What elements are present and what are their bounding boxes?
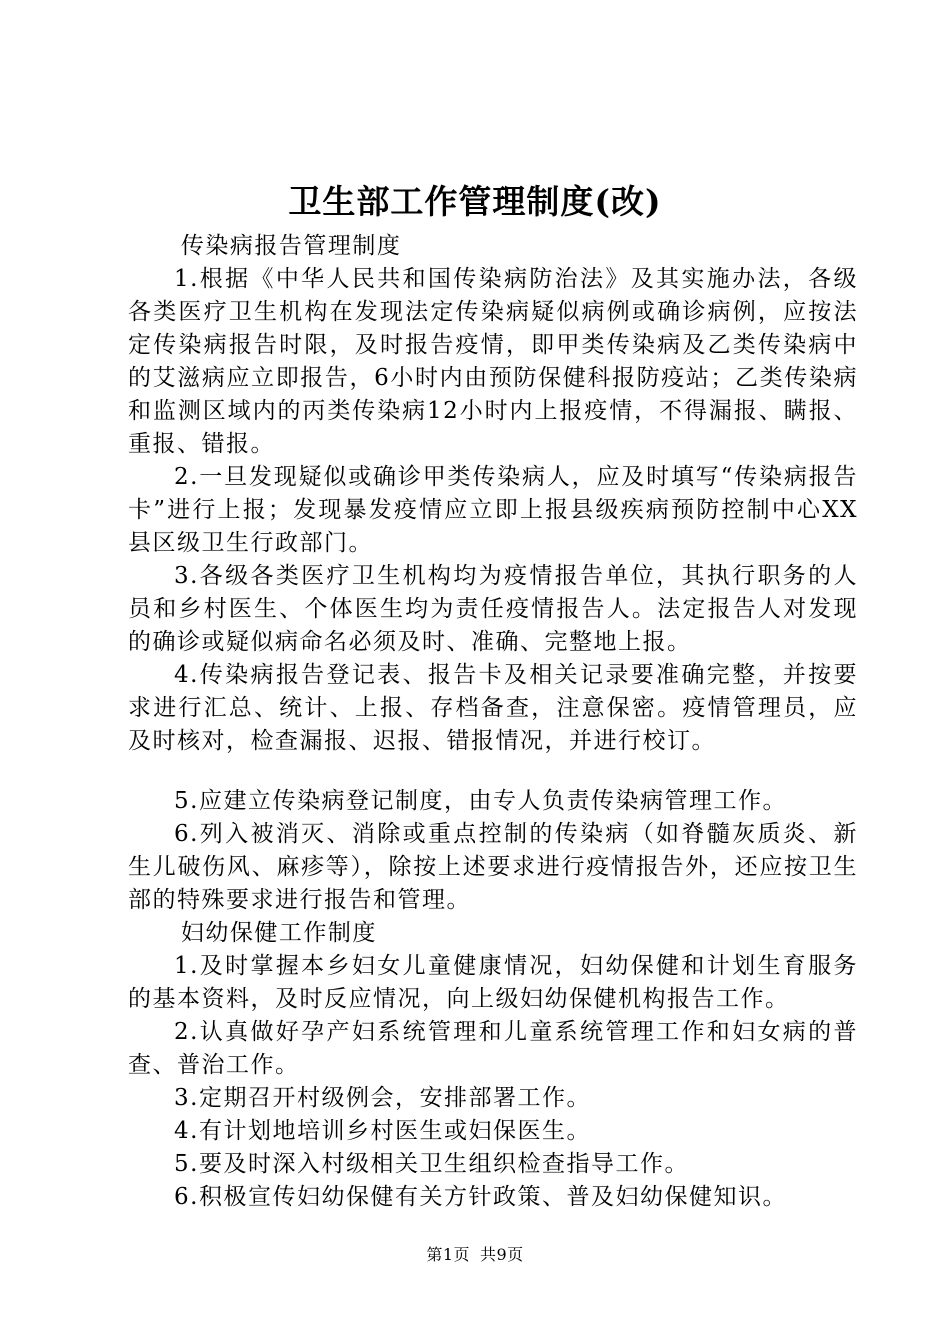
page-number: 第1页	[426, 1245, 470, 1264]
paragraph-item-2: 2.认真做好孕产妇系统管理和儿童系统管理工作和妇女病的普查、普治工作。	[128, 1019, 858, 1078]
paragraph-item-1: 1.及时掌握本乡妇女儿童健康情况，妇幼保健和计划生育服务的基本资料，及时反应情况，向上级妇幼保健机构报告工作。	[128, 953, 858, 1012]
paragraph-item-5: 5.要及时深入村级相关卫生组织检查指导工作。	[174, 1151, 689, 1177]
document-title: 卫生部工作管理制度(改)	[288, 182, 662, 221]
paragraph-item-3: 3.各级各类医疗卫生机构均为疫情报告单位，其执行职务的人员和乡村医生、个体医生均为责任疫情报告人。法定报告人对发现的确诊或疑似病命名必须及时、准确、完整地上报。	[128, 563, 858, 655]
paragraph-item-5: 5.应建立传染病登记制度，由专人负责传染病管理工作。	[174, 788, 787, 814]
page-total: 共9页	[480, 1245, 524, 1264]
paragraph-item-1: 1.根据《中华人民共和国传染病防治法》及其实施办法，各级各类医疗卫生机构在发现法定传染病疑似病例或确诊病例，应按法定传染病报告时限，及时报告疫情，即甲类传染病及乙类传染病中的艾滋病应立即报告，6小时内由预防保健科报防疫站；乙类传染病和监测区域内的丙类传染病12小时内上报疫情，不得漏报、瞒报、重报、错报。	[128, 266, 858, 457]
section-heading-infectious-disease: 传染病报告管理制度	[180, 233, 402, 259]
document-body	[128, 230, 858, 1214]
paragraph-item-6: 6.积极宣传妇幼保健有关方针政策、普及妇幼保健知识。	[174, 1184, 787, 1210]
paragraph-item-2: 2.一旦发现疑似或确诊甲类传染病人，应及时填写“传染病报告卡”进行上报；发现暴发疫情应立即上报县级疾病预防控制中心XX县区级卫生行政部门。	[128, 464, 858, 556]
page-footer	[0, 1244, 950, 1266]
paragraph-item-3: 3.定期召开村级例会，安排部署工作。	[174, 1085, 591, 1111]
section-heading-maternal-child: 妇幼保健工作制度	[180, 920, 377, 946]
paragraph-item-4: 4.有计划地培训乡村医生或妇保医生。	[174, 1118, 591, 1144]
paragraph-item-4: 4.传染病报告登记表、报告卡及相关记录要准确完整，并按要求进行汇总、统计、上报、存档备查，注意保密。疫情管理员，应及时核对，检查漏报、迟报、错报情况，并进行校订。	[128, 662, 858, 754]
paragraph-item-6: 6.列入被消灭、消除或重点控制的传染病（如脊髓灰质炎、新生儿破伤风、麻疹等），除按上述要求进行疫情报告外，还应按卫生部的特殊要求进行报告和管理。	[128, 821, 858, 913]
